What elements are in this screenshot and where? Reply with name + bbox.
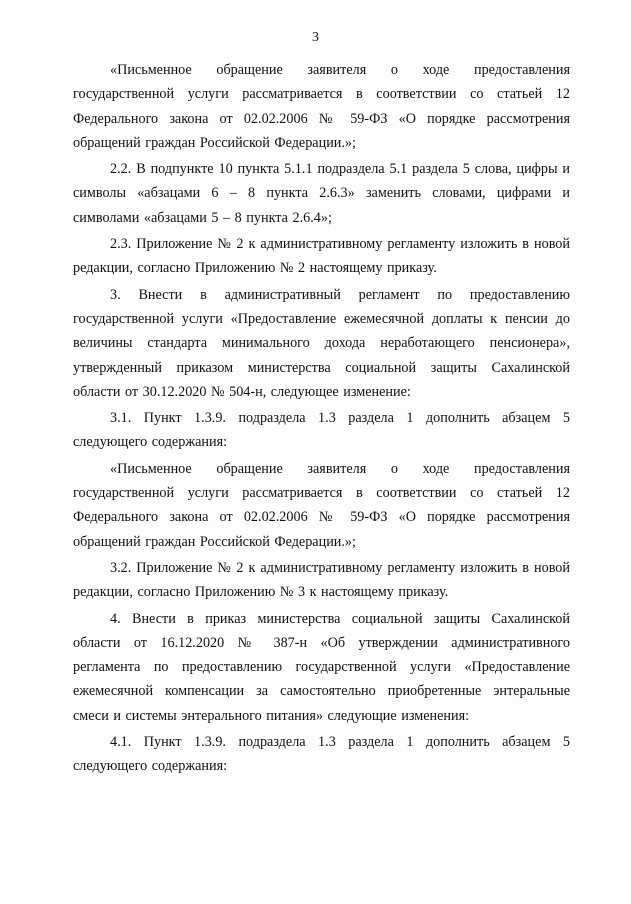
paragraph-2-2: 2.2. В подпункте 10 пункта 5.1.1 подраздела 5.1 раздела 5 слова, цифры и символы «абзацами 6 – 8 пункта 2.6.3» заменить словами, цифрами и символами «абзацами 5 – 8 пункта 2.6.4»; — [73, 161, 570, 226]
paragraph-3: 3. Внести в административный регламент по предоставлению государственной услуги «Предоставление ежемесячной доплаты к пенсии до величины стандарта минимального дохода неработающего пенсионера», утвержденный приказом министерства социальной защиты Сахалинской области от 30.12.2020 № 504-н, следующее изменение: — [73, 286, 570, 400]
paragraph-quote-2: «Письменное обращение заявителя о ходе предоставления государственной услуги рассматривается в соответствии со статьей 12 Федерального закона от 02.02.2006 № 59-ФЗ «О порядке рассмотрения обращений граждан Российской Федерации.»; — [73, 460, 570, 550]
paragraph-4: 4. Внести в приказ министерства социальной защиты Сахалинской области от 16.12.2020 № 387-н «Об утверждении административного регламента по предоставлению государственной услуги «Предоставление ежемесячной компенсации за самостоятельно приобретенные энтеральные смеси и системы энтерального питания» следующие изменения: — [73, 610, 570, 724]
paragraph-3-2: 3.2. Приложение № 2 к административному регламенту изложить в новой редакции, согласно Приложению № 3 к настоящему приказу. — [73, 559, 570, 601]
paragraph-3-1: 3.1. Пункт 1.3.9. подраздела 1.3 раздела 1 дополнить абзацем 5 следующего содержания: — [73, 410, 570, 451]
page-number: 3 — [312, 30, 319, 45]
document-body — [73, 58, 570, 781]
paragraph-4-1: 4.1. Пункт 1.3.9. подраздела 1.3 раздела 1 дополнить абзацем 5 следующего содержания: — [73, 734, 570, 775]
paragraph-quote-1: «Письменное обращение заявителя о ходе предоставления государственной услуги рассматривается в соответствии со статьей 12 Федерального закона от 02.02.2006 № 59-ФЗ «О порядке рассмотрения обращений граждан Российской Федерации.»; — [73, 62, 570, 151]
paragraph-2-3: 2.3. Приложение № 2 к административному регламенту изложить в новой редакции, согласно Приложению № 2 настоящему приказу. — [73, 236, 570, 277]
